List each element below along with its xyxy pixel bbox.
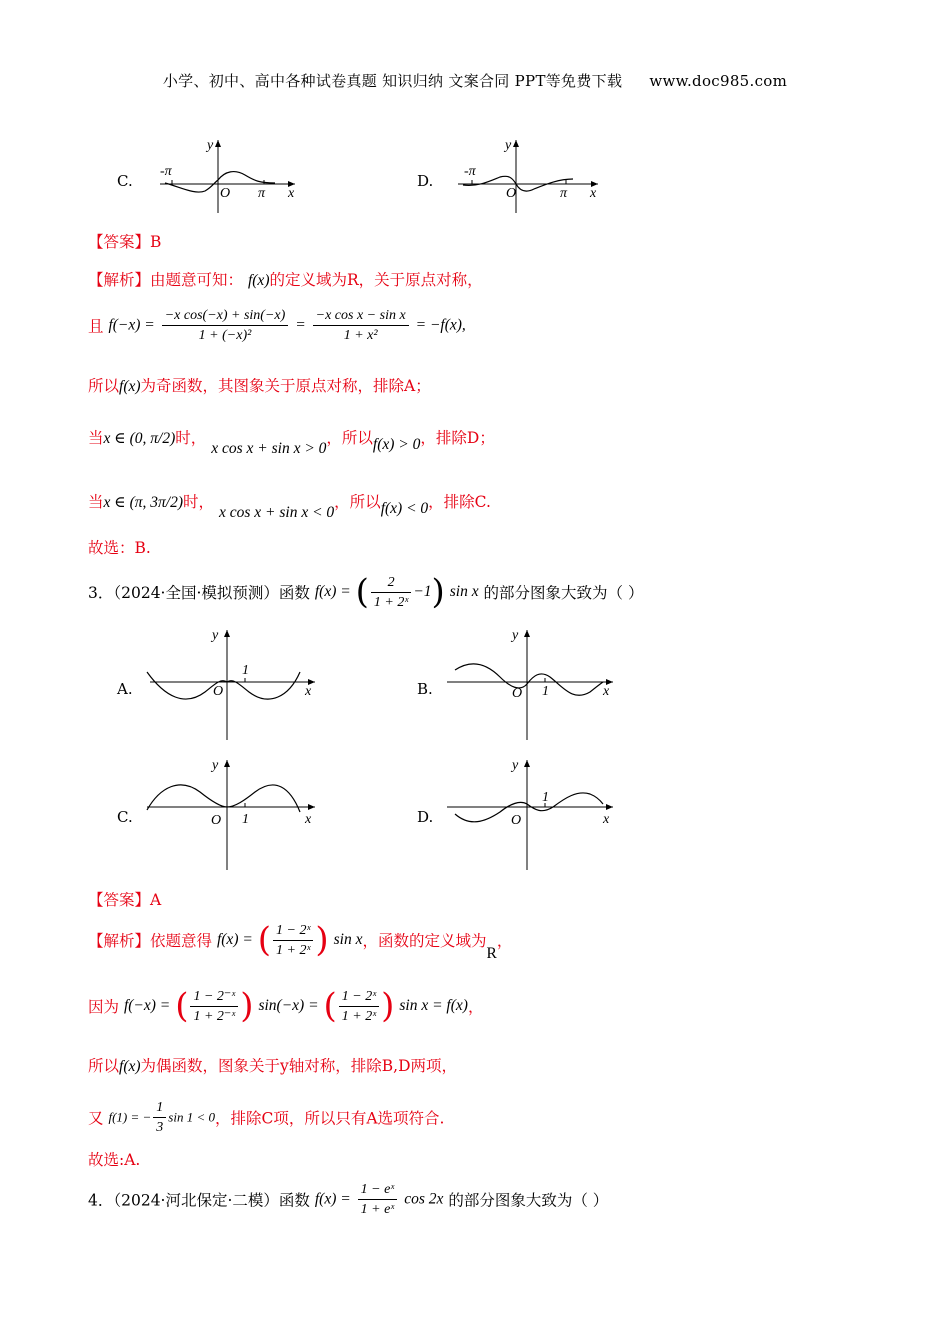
q2-analysis-line-2 [88, 306, 466, 345]
q3-l1-text: 依题意得 [150, 932, 213, 950]
q3-final-choice: 故选:A. [88, 1151, 141, 1169]
q3-l4-lead: 又 [88, 1109, 104, 1128]
q4-question [88, 1180, 608, 1219]
q3-a-y-label: y [212, 628, 219, 643]
q2-c-x-label: x [288, 186, 295, 201]
q4-frac-den: 1 + eˣ [360, 1202, 395, 1217]
q2-l2-rhs: = −f(x), [415, 316, 466, 334]
q2-l4-set: x ∈ (0, π/2) [103, 430, 176, 447]
q2-l1-fx: f(x) [247, 272, 270, 289]
q4-number: 4．（2024·河北保定·二模）函数 [88, 1191, 310, 1210]
q3-option-c-label: C. [117, 808, 133, 826]
q3-l2-frac-2 [339, 987, 379, 1026]
q3-answer: 【答案】A [88, 891, 162, 909]
q2-l2-den-2: 1 + x² [343, 328, 378, 343]
q3-l2-rhs: sin x = f(x) [399, 997, 468, 1014]
q3-l4-tail: ，排除C项，所以只有A选项符合. [214, 1109, 445, 1128]
q2-d-neg-pi-label: -π [464, 164, 476, 179]
q3-l1-num: 1 − 2ˣ [273, 921, 313, 941]
q3-l2-num-1: 1 − 2⁻ˣ [190, 987, 238, 1007]
q2-l3-fx: f(x) [119, 378, 141, 395]
q3-a-origin-label: O [213, 684, 224, 699]
q2-l2-lhs: f(−x) = [108, 316, 155, 334]
header-site-link[interactable]: www.doc985.com [649, 72, 788, 90]
q2-option-d-graph [448, 135, 608, 215]
q3-option-d-graph [445, 752, 625, 872]
q2-c-y-label: y [207, 138, 214, 153]
q2-l5-result: f(x) < 0 [380, 500, 429, 517]
q2-analysis-line-4 [88, 426, 495, 457]
q3-option-c-graph [145, 752, 325, 872]
q3-l2-lead: 因为 [88, 998, 120, 1016]
q3-frac-num: 2 [371, 573, 411, 593]
q3-l2-frac-1 [190, 987, 238, 1026]
q2-d-x-label: x [590, 186, 597, 201]
q3-l3-fx: f(x) [119, 1058, 141, 1075]
q3-number: 3．（2024·全国·模拟预测）函数 [88, 584, 310, 602]
q2-l5-set: x ∈ (π, 3π/2) [103, 494, 184, 511]
q4-fx: f(x) = [314, 1190, 351, 1208]
q3-l1-end: ， [496, 932, 513, 950]
q3-c-x-label: x [305, 812, 312, 827]
q2-l2-frac-2 [313, 306, 409, 345]
q3-l1-domain: R [486, 945, 497, 962]
q3-b-one-label: 1 [542, 684, 549, 699]
q4-frac [358, 1180, 398, 1219]
q2-analysis-line-1 [88, 268, 483, 290]
header-text: 小学、初中、高中各种试卷真题 知识归纳 文案合同 PPT等免费下载 [162, 72, 623, 90]
q2-option-c-graph [150, 135, 310, 215]
q3-frac [371, 573, 411, 612]
q3-analysis-line-4 [88, 1098, 444, 1137]
q4-cos: cos 2x [404, 1190, 444, 1208]
q2-l4-tail: ，排除D； [420, 429, 495, 447]
q3-l4-expr2: sin 1 < 0 [168, 1109, 215, 1125]
q2-answer: 【答案】B [88, 233, 162, 251]
q2-l4-result: f(x) > 0 [372, 436, 421, 453]
q2-c-neg-pi-label: -π [160, 164, 172, 179]
q3-l1-frac [273, 921, 313, 960]
q2-l2-den-1: 1 + (−x)² [198, 328, 252, 343]
q3-l2-end: ， [467, 998, 484, 1016]
q3-b-y-label: y [512, 628, 519, 643]
q4-frac-num: 1 − eˣ [358, 1180, 398, 1200]
q3-option-b-label: B. [417, 680, 433, 698]
q3-b-origin-label: O [512, 686, 523, 701]
q3-l1-den: 1 + 2ˣ [276, 942, 311, 958]
q3-tail: 的部分图象大致为（ ） [483, 584, 644, 602]
q4-tail: 的部分图象大致为（ ） [448, 1191, 609, 1210]
q2-l5-mid2: ，所以 [334, 493, 381, 511]
q2-l4-expr: x cos x + sin x > 0 [211, 440, 327, 457]
q2-l1-text: 由题意可知： [150, 271, 244, 289]
q2-analysis-tag: 【解析】 [88, 271, 151, 289]
q3-analysis-tag: 【解析】 [88, 932, 151, 950]
q2-l5-tail: ，排除C. [428, 493, 491, 511]
q3-option-a-graph [145, 622, 325, 742]
q3-option-b-graph [445, 622, 625, 742]
q3-frac-den: 1 + 2ˣ [373, 594, 409, 610]
q3-l4-frac [153, 1098, 166, 1137]
q3-l4-expr: f(1) = − [108, 1109, 152, 1125]
q3-c-one-label: 1 [242, 812, 249, 827]
q3-l3-lead: 所以 [88, 1057, 120, 1075]
q2-l5-expr: x cos x + sin x < 0 [218, 504, 335, 521]
q3-minus1: −1 [413, 583, 432, 600]
q2-d-origin-label: O [506, 186, 517, 201]
q3-option-d-label: D. [417, 808, 434, 826]
q3-option-a-label: A. [117, 680, 133, 698]
q3-d-origin-label: O [511, 813, 522, 828]
q3-l4-den: 3 [156, 1120, 164, 1135]
q3-a-x-label: x [305, 684, 312, 699]
q3-l2-den-2: 1 + 2ˣ [341, 1008, 377, 1024]
q2-l4-lead: 当 [88, 429, 104, 447]
q3-analysis-line-1: 【解析】依题意得 f(x) = ( $\frac{\text{1 − 2ˣ}}{\text{1 + 2ˣ}}$ ) sin x，函数的定义域为R， [88, 920, 513, 962]
q3-sinx: sin x [449, 583, 479, 600]
q2-option-d-label: D. [417, 172, 434, 190]
q2-l3-lead: 所以 [88, 377, 120, 395]
q2-l3-tail: 为奇函数，其图象关于原点对称，排除A； [140, 377, 431, 395]
q3-d-x-label: x [603, 812, 610, 827]
q3-l1-sinx: sin x [333, 931, 363, 948]
q3-c-origin-label: O [211, 813, 222, 828]
q2-l2-num-1: −x cos(−x) + sin(−x) [162, 306, 289, 326]
q2-l4-mid: 时， [175, 429, 207, 447]
q3-l3-tail: 为偶函数，图象关于y轴对称，排除B,D两项， [140, 1057, 458, 1075]
q3-l4-num: 1 [153, 1098, 166, 1118]
q3-l1-tail: ，函数的定义域为 [362, 932, 487, 950]
q2-l2-eq: = [295, 316, 306, 334]
q2-analysis-line-3 [88, 374, 431, 396]
q2-d-y-label: y [505, 138, 512, 153]
q2-l5-lead: 当 [88, 493, 104, 511]
q2-l2-lead: 且 [88, 317, 104, 336]
q2-c-origin-label: O [220, 186, 231, 201]
q2-l4-mid2: ，所以 [326, 429, 373, 447]
q3-question: 3．（2024·全国·模拟预测）函数 f(x) = ( $\frac{2}{\text{1 + 2ˣ}}$ −1) sin x 的部分图象大致为（ ） [88, 572, 644, 612]
q3-l2-lhs: f(−x) = [123, 997, 171, 1014]
q3-fx: f(x) = [314, 583, 351, 600]
q2-option-c-label: C. [117, 172, 133, 190]
q2-l5-mid: 时， [183, 493, 215, 511]
q2-final-choice: 故选：B. [88, 539, 151, 557]
q3-b-x-label: x [603, 684, 610, 699]
q3-l1-fx: f(x) = [216, 931, 253, 948]
page-header [0, 70, 950, 91]
q3-d-one-label: 1 [542, 790, 549, 805]
q2-analysis-line-5 [88, 490, 491, 521]
q3-l2-den-1: 1 + 2⁻ˣ [193, 1008, 236, 1024]
q3-l2-num-2: 1 − 2ˣ [339, 987, 379, 1007]
q3-analysis-line-2: 因为 f(−x) = ( $\frac{\text{1 − 2⁻ˣ}}{\text{1 + 2⁻ˣ}}$ ) sin(−x) = ( $\frac{\text{1 − 2ˣ}}{\text{1 + 2ˣ}}$ ) sin x = f(x)， [88, 986, 484, 1026]
q2-d-pi-label: π [560, 186, 568, 201]
q3-a-one-label: 1 [242, 663, 249, 678]
q2-c-pi-label: π [258, 186, 266, 201]
q3-analysis-line-3 [88, 1054, 457, 1076]
q2-l2-num-2: −x cos x − sin x [313, 306, 409, 326]
q3-d-y-label: y [512, 758, 519, 773]
q3-c-y-label: y [212, 758, 219, 773]
q2-l1-tail: 的定义域为R，关于原点对称， [269, 271, 483, 289]
q3-l2-mid: sin(−x) = [258, 997, 319, 1014]
q2-l2-frac-1 [162, 306, 289, 345]
